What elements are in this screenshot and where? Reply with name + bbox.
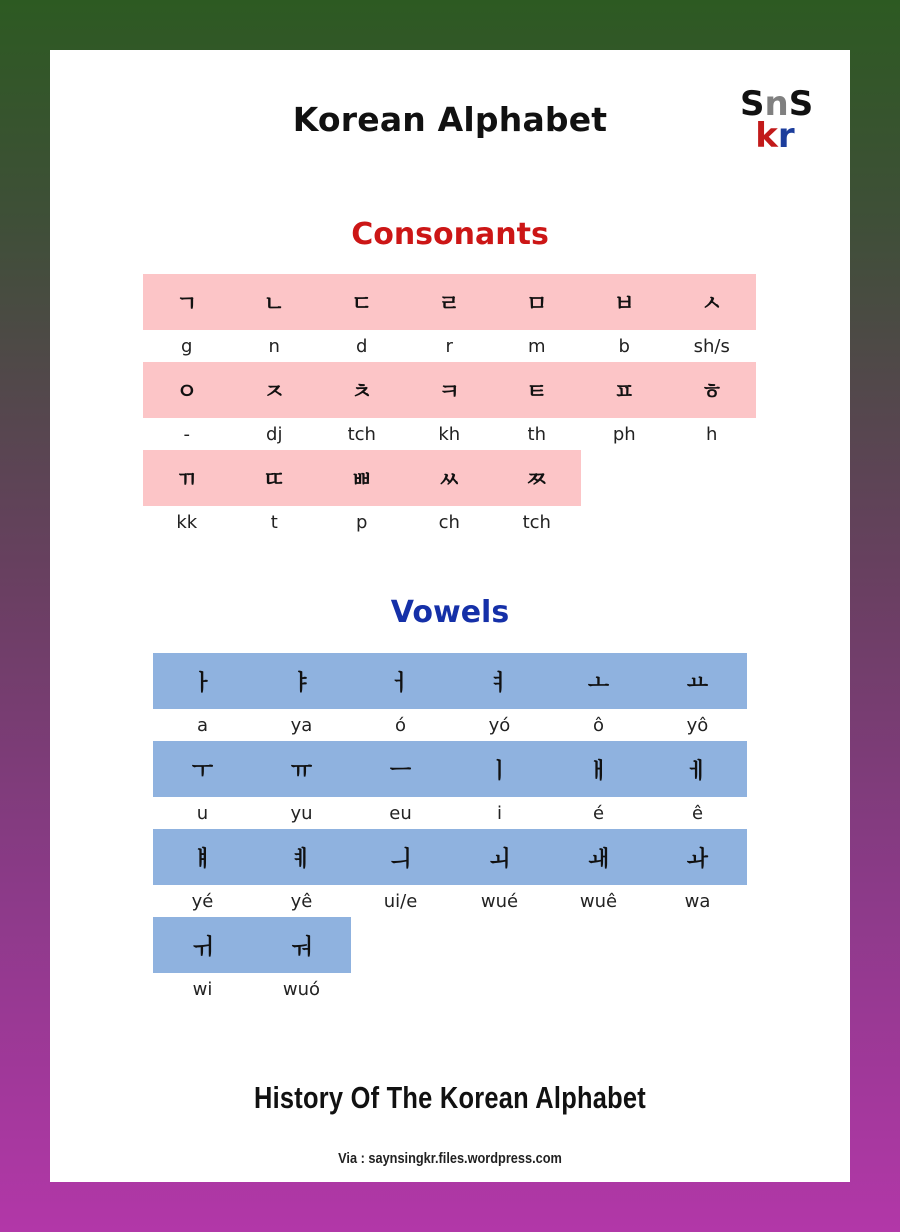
vowels-romanization-row	[153, 711, 747, 739]
consonants-romanization: kh	[438, 423, 461, 445]
vowels-romanization: wi	[192, 978, 213, 1000]
vowels-letter: ㅛ	[686, 670, 709, 696]
vowels-romanization: ui/e	[383, 890, 418, 912]
consonants-letter: ㄹ	[438, 291, 460, 317]
vowels-romanization: ê	[691, 802, 704, 824]
consonants-romanization: tch	[347, 423, 376, 445]
consonants-letter: ㅌ	[526, 379, 548, 405]
consonants-letter: ㄲ	[176, 467, 198, 493]
vowels-letter: ㅝ	[290, 934, 313, 960]
logo-letter: k	[755, 116, 778, 156]
consonants-letter: ㅂ	[613, 291, 635, 317]
vowels-letter: ㅐ	[587, 758, 610, 784]
consonants-heading: Consonants	[351, 217, 549, 252]
consonants-letter: ㄱ	[176, 291, 198, 317]
vowels-letter: ㅟ	[191, 934, 214, 960]
vowels-letter: ㅠ	[290, 758, 313, 784]
vowels-romanization: é	[592, 802, 605, 824]
consonants-romanization: d	[356, 335, 368, 357]
vowels-letter-row	[153, 829, 747, 885]
consonants-letter-row	[143, 362, 756, 418]
consonants-romanization: p	[356, 511, 368, 533]
logo-letter: n	[764, 84, 789, 124]
consonants-romanization: g	[181, 335, 193, 357]
vowels-romanization: i	[496, 802, 502, 824]
vowels-romanization: wué	[480, 890, 519, 912]
vowels-romanization: yô	[686, 714, 709, 736]
vowels-letter-row	[153, 741, 747, 797]
consonants-romanization: h	[706, 423, 718, 445]
vowels-letter: ㅑ	[290, 670, 313, 696]
vowels-romanization: yu	[290, 802, 313, 824]
vowels-letter: ㅢ	[389, 846, 412, 872]
consonants-letter: ㅁ	[526, 291, 548, 317]
consonants-letter: ㄷ	[351, 291, 373, 317]
vowels-romanization-row	[153, 799, 747, 827]
vowels-letter: ㅙ	[587, 846, 610, 872]
vowels-romanization-row	[153, 887, 747, 915]
vowels-letter: ㅜ	[191, 758, 214, 784]
consonants-letter: ㅉ	[526, 467, 548, 493]
consonants-letter: ㄸ	[263, 467, 285, 493]
vowels-letter: ㅕ	[488, 670, 511, 696]
vowels-letter: ㅏ	[191, 670, 214, 696]
vowels-romanization: wuê	[579, 890, 618, 912]
vowels-letter: ㅡ	[389, 758, 412, 784]
vowels-romanization: yê	[290, 890, 313, 912]
consonants-romanization: kk	[176, 511, 198, 533]
page-title: Korean Alphabet	[292, 100, 608, 139]
vowels-letter: ㅒ	[191, 846, 214, 872]
consonants-letter: ㅇ	[176, 379, 198, 405]
source-credit: Via : saynsingkr.files.wordpress.com	[338, 1150, 562, 1167]
vowels-letter: ㅘ	[686, 846, 709, 872]
consonants-letter: ㄴ	[263, 291, 285, 317]
logo-letter: r	[777, 116, 795, 156]
consonants-letter: ㅍ	[613, 379, 635, 405]
consonants-romanization: m	[527, 335, 546, 357]
consonants-romanization-row	[143, 332, 756, 360]
consonants-romanization-row	[143, 420, 756, 448]
vowels-romanization: yé	[191, 890, 214, 912]
consonants-romanization: dj	[266, 423, 283, 445]
vowels-romanization-row	[153, 975, 351, 1003]
vowels-letter: ㅚ	[488, 846, 511, 872]
consonants-letter-row	[143, 274, 756, 330]
vowels-letter: ㅔ	[686, 758, 709, 784]
consonants-romanization-row	[143, 508, 581, 536]
alphabet-chart-card	[50, 50, 850, 1182]
consonants-letter: ㅋ	[438, 379, 460, 405]
consonants-letter: ㅈ	[263, 379, 285, 405]
vowels-letter: ㅓ	[389, 670, 412, 696]
consonants-romanization: b	[618, 335, 630, 357]
consonants-romanization: tch	[522, 511, 551, 533]
vowels-heading: Vowels	[390, 595, 510, 630]
consonants-romanization: t	[270, 511, 278, 533]
vowels-romanization: ya	[290, 714, 313, 736]
vowels-romanization: ô	[592, 714, 604, 736]
consonants-letter-row	[143, 450, 581, 506]
consonants-romanization: ph	[612, 423, 636, 445]
vowels-romanization: u	[196, 802, 209, 824]
consonants-romanization: sh/s	[693, 335, 730, 357]
vowels-letter-row	[153, 653, 747, 709]
logo-letter: S	[788, 84, 814, 124]
consonants-romanization: r	[445, 335, 453, 357]
consonants-letter: ㅅ	[701, 291, 723, 317]
vowels-romanization: wuó	[282, 978, 321, 1000]
consonants-romanization: n	[268, 335, 280, 357]
sns-kr-logo	[740, 84, 814, 156]
consonants-letter: ㅃ	[351, 467, 373, 493]
logo-letter: S	[740, 84, 765, 124]
vowels-letter: ㅗ	[587, 670, 610, 696]
vowels-letter-row	[153, 917, 351, 973]
vowels-letter: ㅖ	[290, 846, 313, 872]
consonants-letter: ㅊ	[351, 379, 373, 405]
vowels-romanization: a	[196, 714, 209, 736]
consonants-romanization: -	[183, 423, 190, 445]
consonants-letter: ㅎ	[701, 379, 723, 405]
consonants-romanization: th	[527, 423, 546, 445]
consonants-romanization: ch	[438, 511, 460, 533]
consonants-letter: ㅆ	[438, 467, 460, 493]
vowels-letter: ㅣ	[488, 758, 511, 784]
vowels-romanization: yó	[488, 714, 511, 736]
vowels-romanization: eu	[389, 802, 412, 824]
vowels-romanization: wa	[684, 890, 711, 912]
caption-title: History Of The Korean Alphabet	[253, 1080, 647, 1115]
vowels-romanization: ó	[394, 714, 406, 736]
